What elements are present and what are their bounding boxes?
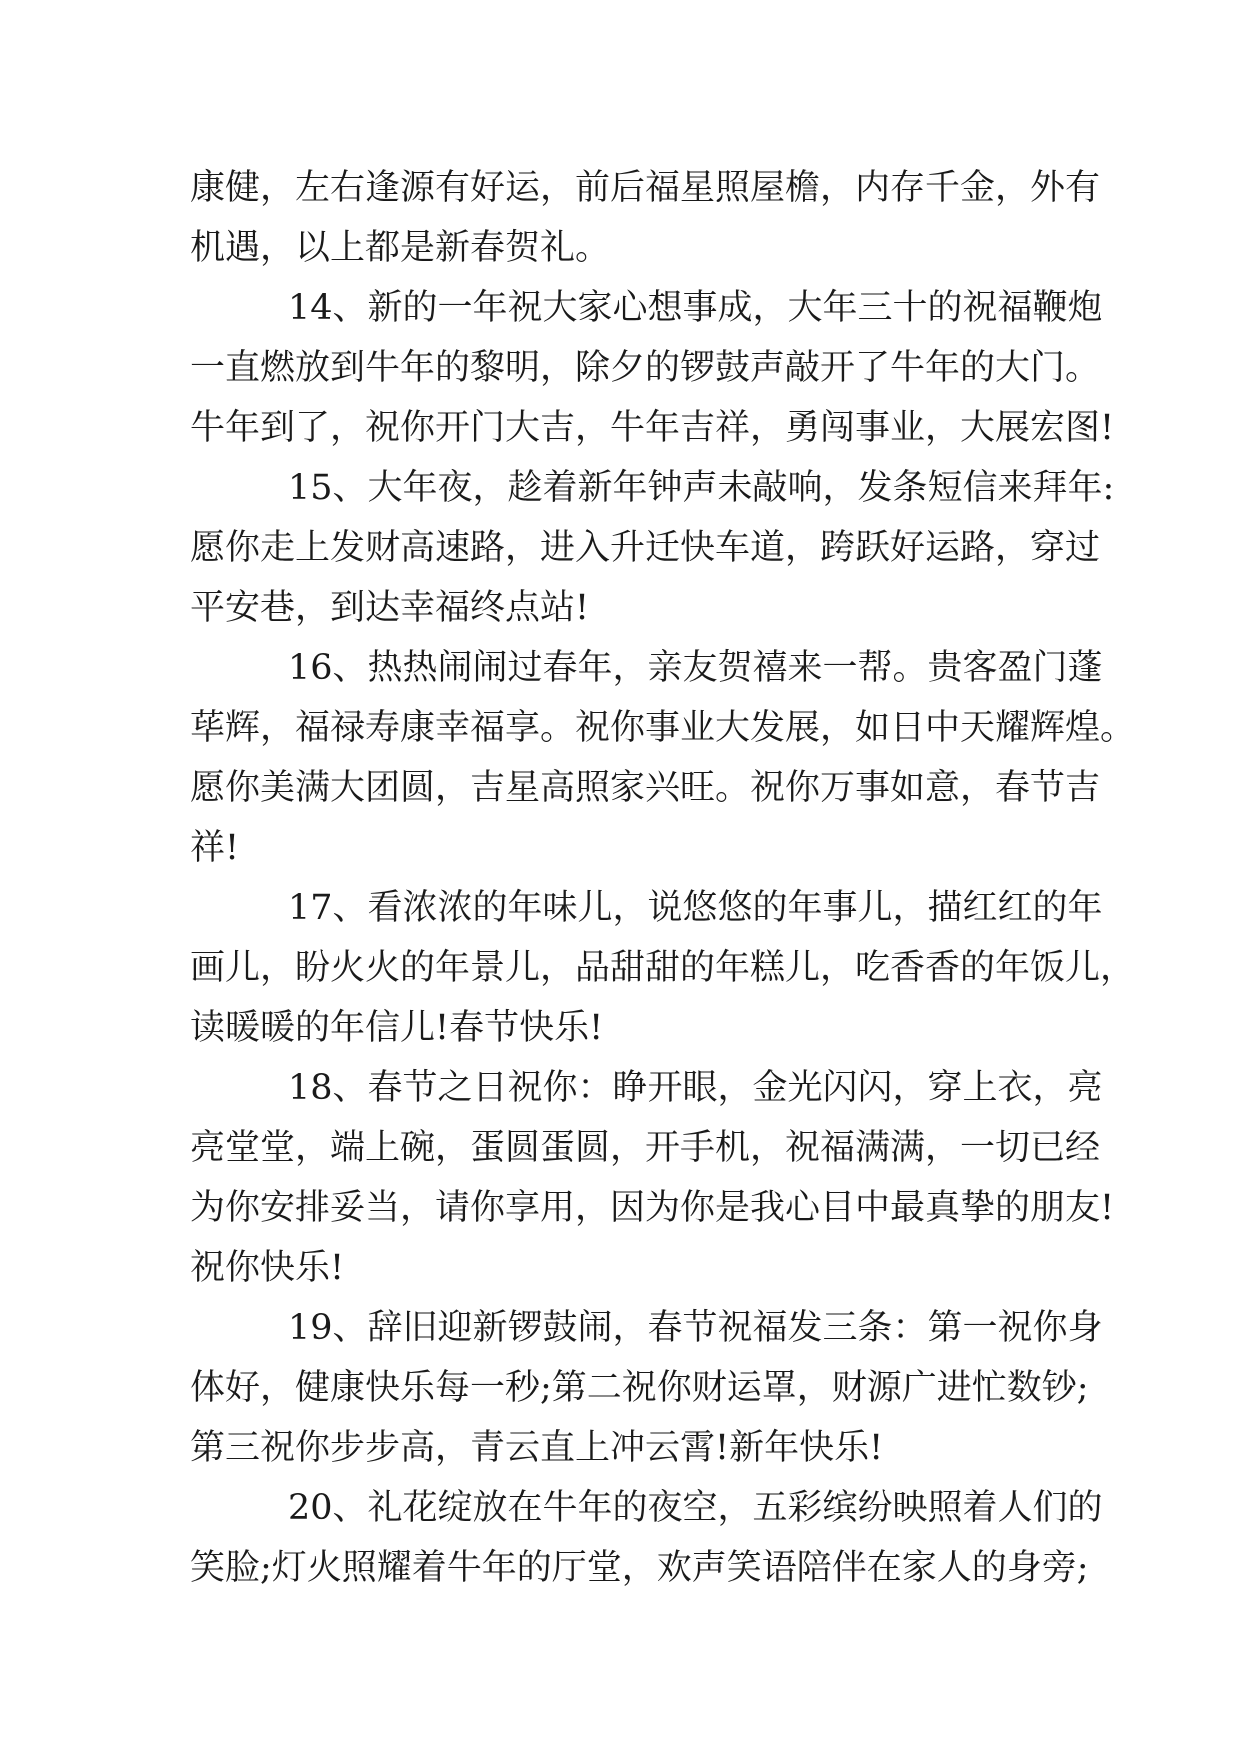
text-line: 一直燃放到牛年的黎明，除夕的锣鼓声敲开了牛年的大门。 bbox=[190, 348, 1101, 388]
text-line: 画儿，盼火火的年景儿，品甜甜的年糕儿，吃香香的年饭儿， bbox=[190, 948, 1136, 988]
text-line: 机遇，以上都是新春贺礼。 bbox=[190, 228, 611, 268]
text-line: 平安巷，到达幸福终点站! bbox=[190, 588, 590, 628]
text-line: 读暖暖的年信儿!春节快乐! bbox=[190, 1008, 604, 1048]
paragraph-17-start: 17、看浓浓的年味儿，说悠悠的年事儿，描红红的年 bbox=[288, 888, 1103, 928]
text-line: 笑脸;灯火照耀着牛年的厅堂，欢声笑语陪伴在家人的身旁; bbox=[190, 1548, 1089, 1588]
text-line: 祥! bbox=[190, 828, 240, 868]
paragraph-14-start: 14、新的一年祝大家心想事成，大年三十的祝福鞭炮 bbox=[288, 288, 1103, 328]
paragraph-18-start: 18、春节之日祝你：睁开眼，金光闪闪，穿上衣，亮 bbox=[288, 1068, 1103, 1108]
paragraph-16-start: 16、热热闹闹过春年，亲友贺禧来一帮。贵客盈门蓬 bbox=[288, 648, 1103, 688]
paragraph-19-start: 19、辞旧迎新锣鼓闹，春节祝福发三条：第一祝你身 bbox=[288, 1308, 1103, 1348]
text-line: 愿你走上发财高速路，进入升迁快车道，跨跃好运路，穿过 bbox=[190, 528, 1101, 568]
text-line: 荜辉，福禄寿康幸福享。祝你事业大发展，如日中天耀辉煌。 bbox=[190, 708, 1136, 748]
text-line: 愿你美满大团圆，吉星高照家兴旺。祝你万事如意，春节吉 bbox=[190, 768, 1101, 808]
text-line: 牛年到了，祝你开门大吉，牛年吉祥，勇闯事业，大展宏图! bbox=[190, 408, 1115, 448]
text-line: 亮堂堂，端上碗，蛋圆蛋圆，开手机，祝福满满，一切已经 bbox=[190, 1128, 1101, 1168]
text-line: 体好，健康快乐每一秒;第二祝你财运罩，财源广进忙数钞; bbox=[190, 1368, 1089, 1408]
text-line: 祝你快乐! bbox=[190, 1248, 345, 1288]
text-line: 康健，左右逢源有好运，前后福星照屋檐，内存千金，外有 bbox=[190, 168, 1101, 208]
text-line: 第三祝你步步高，青云直上冲云霄!新年快乐! bbox=[190, 1428, 884, 1468]
paragraph-15-start: 15、大年夜，趁着新年钟声未敲响，发条短信来拜年: bbox=[288, 468, 1115, 508]
paragraph-20-start: 20、礼花绽放在牛年的夜空，五彩缤纷映照着人们的 bbox=[288, 1488, 1103, 1528]
text-line: 为你安排妥当，请你享用，因为你是我心目中最真挚的朋友! bbox=[190, 1188, 1115, 1228]
